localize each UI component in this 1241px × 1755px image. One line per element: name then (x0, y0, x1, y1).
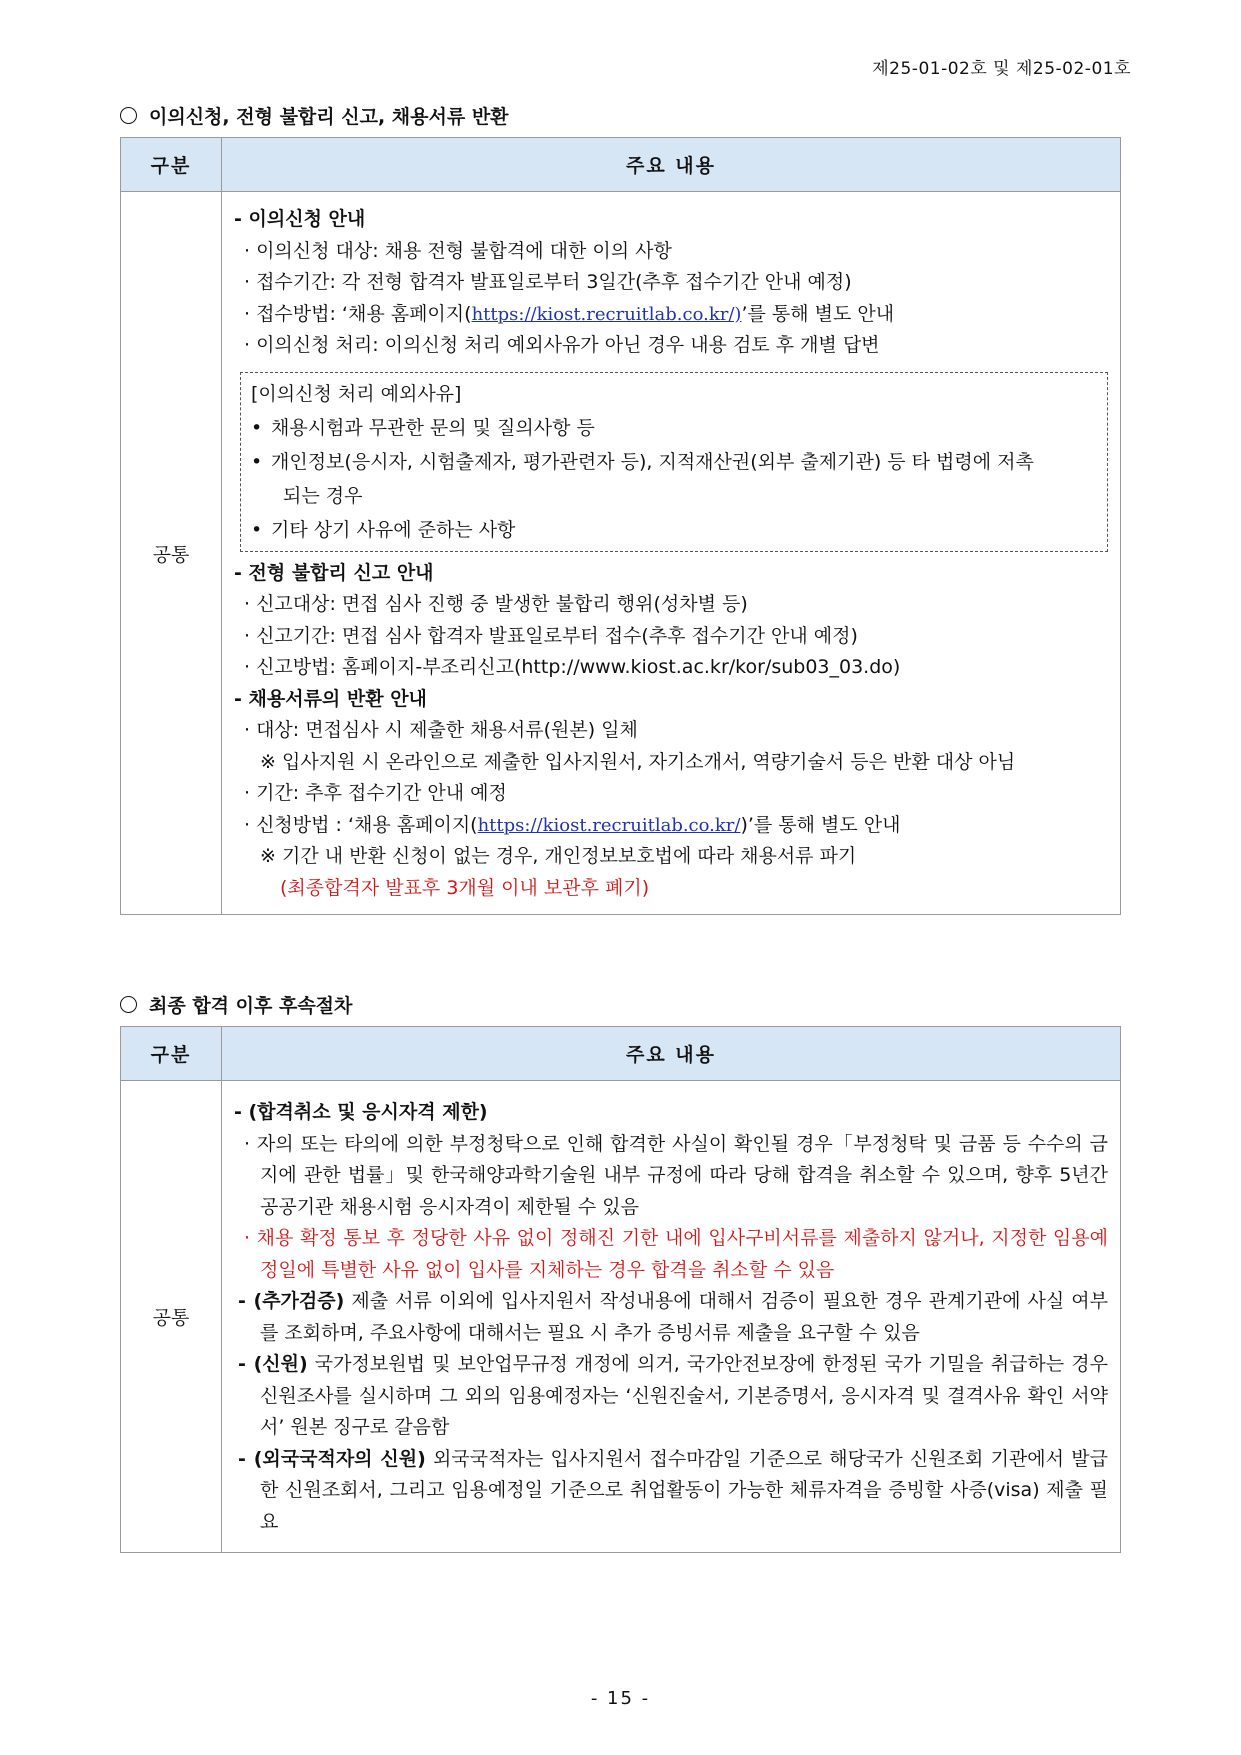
return-note: ※ 입사지원 시 온라인으로 제출한 입사지원서, 자기소개서, 역량기술서 등은 반환 대상 아님 (260, 750, 1016, 773)
verify-label: - (추가검증) (238, 1290, 345, 1312)
identity-text: 국가정보원법 및 보안업무규정 개정에 의거, 국가안전보장에 한정된 국가 기밀을 취급하는 경우 신원조사를 실시하며 그 외의 임용예정자는 ‘신원진술서, 기본증명서, 응시자격 및 결격사유 확인 서약서’ 원본 징구로 갈음함 (260, 1353, 1108, 1438)
foreign-paragraph (234, 1444, 1108, 1539)
objection-method-text: · 접수방법: ‘채용 홈페이지( (244, 302, 472, 325)
exception-box-title: [이의신청 처리 예외사유] (251, 382, 462, 405)
category-cell: 공통 (121, 192, 222, 915)
identity-paragraph (234, 1349, 1108, 1444)
table-header-row (121, 138, 1121, 192)
exception-item-continuation: 되는 경우 (283, 484, 363, 507)
return-retention-note: (최종합격자 발표후 3개월 이내 보관후 폐기) (280, 876, 650, 899)
section-title-objection (120, 102, 509, 129)
return-target: · 대상: 면접심사 시 제출한 채용서류(원본) 일체 (244, 719, 638, 741)
objection-processing: · 이의신청 처리: 이의신청 처리 예외사유가 아닌 경우 내용 검토 후 개별 답변 (244, 334, 880, 356)
objection-method (234, 299, 1108, 331)
report-heading: - 전형 불합리 신고 안내 (234, 561, 434, 584)
identity-label: - (신원) (238, 1353, 308, 1375)
circle-bullet-icon (120, 996, 137, 1013)
return-method (234, 810, 1108, 842)
objection-table (120, 137, 1121, 915)
page-number: - 15 - (590, 1688, 651, 1709)
exception-item (251, 445, 1097, 479)
column-header-category: 구분 (121, 138, 222, 192)
exception-item (251, 513, 1097, 547)
cancel-paragraph: · 자의 또는 타의에 의한 부정청탁으로 인해 합격한 사실이 확인될 경우「부정청탁 및 금품 등 수수의 금지에 관한 법률」및 한국해양과학기술원 내부 규정에 따라 당해 합격을 취소할 수 있으며, 향후 5년간 공공기관 채용시험 응시자격이 제한될 수 있음 (244, 1132, 1108, 1218)
objection-target: · 이의신청 대상: 채용 전형 불합격에 대한 이의 사항 (244, 239, 672, 262)
verify-paragraph (234, 1286, 1108, 1349)
section-title-text: 최종 합격 이후 후속절차 (149, 995, 353, 1017)
exception-item-text: 기타 상기 사유에 준하는 사항 (271, 518, 516, 541)
return-method-suffix: )’를 통해 별도 안내 (740, 813, 901, 836)
exception-box (240, 372, 1108, 552)
section-title-text: 이의신청, 전형 불합리 신고, 채용서류 반환 (149, 106, 509, 128)
cancel-heading: - (합격취소 및 응시자격 제한) (234, 1101, 488, 1123)
column-header-content: 주요 내용 (222, 138, 1121, 192)
bullet-icon: • (251, 416, 263, 439)
objection-method-suffix: ’를 통해 별도 안내 (741, 302, 895, 325)
bullet-icon: • (251, 450, 263, 473)
foreign-text: 외국국적자는 입사지원서 접수마감일 기준으로 해당국가 신원조회 기관에서 발급한 신원조회서, 그리고 임용예정일 기준으로 취업활동이 가능한 체류자격을 증빙할 사증(visa) 제출 필요 (260, 1447, 1108, 1533)
objection-period: · 접수기간: 각 전형 합격자 발표일로부터 3일간(추후 접수기간 안내 예정) (244, 271, 852, 293)
exception-item-text: 개인정보(응시자, 시험출제자, 평가관련자 등), 지적재산권(외부 출제기관) 등 타 법령에 저촉 (271, 450, 1034, 473)
objection-heading: - 이의신청 안내 (234, 208, 366, 230)
document-code: 제25-01-02호 및 제25-02-01호 (872, 59, 1131, 79)
return-destroy-note: ※ 기간 내 반환 신청이 없는 경우, 개인정보보호법에 따라 채용서류 파기 (260, 845, 857, 867)
report-period: · 신고기간: 면접 심사 합격자 발표일로부터 접수(추후 접수기간 안내 예정) (244, 624, 858, 647)
content-cell (222, 1081, 1121, 1553)
return-heading: - 채용서류의 반환 안내 (234, 687, 427, 710)
report-method: · 신고방법: 홈페이지-부조리신고(http://www.kiost.ac.kr/kor/sub03_03.do) (244, 656, 901, 678)
exception-item (251, 411, 1097, 445)
recruit-homepage-link[interactable]: https://kiost.recruitlab.co.kr/ (477, 814, 741, 836)
table-row (121, 1081, 1121, 1553)
section-title-post-hire (120, 991, 352, 1018)
bullet-icon: • (251, 518, 263, 541)
content-cell (222, 192, 1121, 915)
verify-text: 제출 서류 이외에 입사지원서 작성내용에 대해서 검증이 필요한 경우 관계기관에 사실 여부를 조회하며, 주요사항에 대해서는 필요 시 추가 증빙서류 제출을 요구할 수 있음 (260, 1290, 1108, 1344)
column-header-content: 주요 내용 (222, 1027, 1121, 1081)
return-period: · 기간: 추후 접수기간 안내 예정 (244, 782, 507, 804)
table-header-row (121, 1027, 1121, 1081)
report-target: · 신고대상: 면접 심사 진행 중 발생한 불합리 행위(성차별 등) (244, 593, 748, 615)
exception-item-text: 채용시험과 무관한 문의 및 질의사항 등 (271, 416, 595, 439)
circle-bullet-icon (120, 107, 137, 124)
category-cell: 공통 (121, 1081, 222, 1553)
cancel-paragraph-red: · 채용 확정 통보 후 정당한 사유 없이 정해진 기한 내에 입사구비서류를 제출하지 않거나, 지정한 임용예정일에 특별한 사유 없이 입사를 지체하는 경우 합격을 취소할 수 있음 (244, 1227, 1108, 1281)
post-hire-table (120, 1026, 1121, 1553)
column-header-category: 구분 (121, 1027, 222, 1081)
foreign-label: - (외국국적자의 신원) (238, 1447, 426, 1470)
table-row (121, 192, 1121, 915)
recruit-homepage-link[interactable]: https://kiost.recruitlab.co.kr/) (471, 303, 742, 325)
return-method-text: · 신청방법 : ‘채용 홈페이지( (244, 813, 478, 836)
